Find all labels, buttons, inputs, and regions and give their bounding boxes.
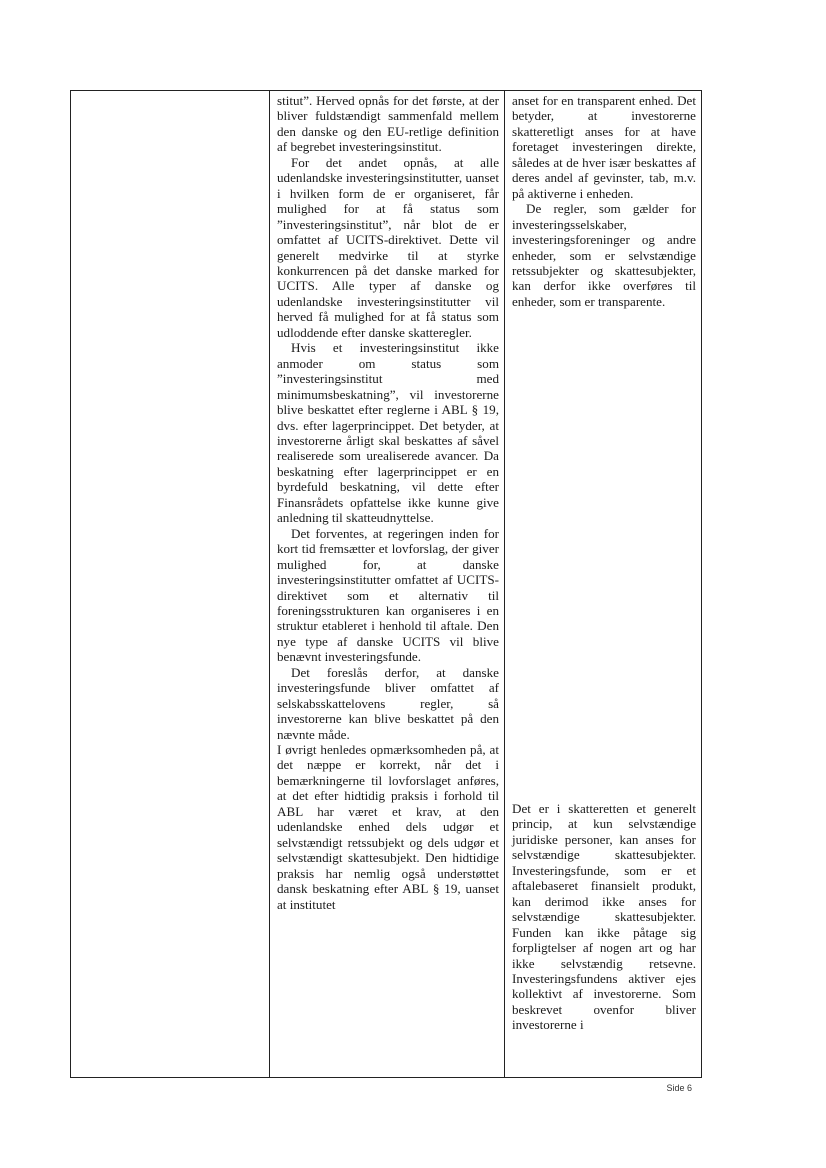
- middle-paragraph-3: Hvis et investeringsinstitut ikke anmoder om status som ”investeringsinstitut med minimumsbeskatning”, vil investorerne blive beskattet efter reglerne i ABL § 19, dvs. efter lagerprincippet. Det betyder, at investorerne årligt skal beskattes af såvel realiserede som urealiserede avancer. Da beskatning efter lagerprincippet er en byrdefuld beskatning, vil dette efter Finansrådets opfattelse ikke kunne give anledning til skatteudnyttelse.: [277, 340, 499, 526]
- right-paragraph-2: De regler, som gælder for investeringsselskaber, investeringsforeninger og andre enheder, som er selvstændige retssubjekter og skattesubjekter, kan derfor ikke overføres til enheder, som er transparente.: [512, 201, 696, 309]
- column-divider-left: [269, 91, 270, 1077]
- page-table: [70, 90, 702, 1078]
- right-column-top: [512, 93, 696, 309]
- right-paragraph-3: Det er i skatteretten et generelt princip, at kun selvstændige juridiske personer, kan anses for selvstændige skattesubjekter. Investeringsfunde, som er et aftalebaseret finansielt produkt, kan derimod ikke anses for selvstændige skattesubjekter. Funden kan ikke påtage sig forpligtelser af nogen art og har ikke selvstændig retsevne. Investeringsfundens aktiver ejes kollektivt af investorerne. Som beskrevet ovenfor bliver investorerne i: [512, 801, 696, 1033]
- column-divider-right: [504, 91, 505, 1077]
- right-column-bottom: [512, 801, 696, 1033]
- right-paragraph-1: anset for en transparent enhed. Det betyder, at investorerne skatteretligt anses for at have foretaget investeringen direkte, således at de hver især beskattes af deres andel af gevinster, tab, m.v. på aktiverne i enheden.: [512, 93, 696, 201]
- middle-paragraph-6: I øvrigt henledes opmærksomheden på, at det næppe er korrekt, når det i bemærkningerne til lovforslaget anføres, at det efter hidtidig praksis i forhold til ABL har været et krav, at den udenlandske enhed dels udgør et selvstændigt retssubjekt og dels udgør et selvstændigt skattesubjekt. Den hidtidige praksis har nemlig også understøttet dansk beskatning efter ABL § 19, uanset at institutet: [277, 742, 499, 912]
- middle-paragraph-5: Det foreslås derfor, at danske investeringsfunde bliver omfattet af selskabsskattelovens regler, så investorerne kan blive beskattet på den nævnte måde.: [277, 664, 499, 742]
- page-number: Side 6: [666, 1083, 692, 1093]
- middle-paragraph-1: stitut”. Herved opnås for det første, at der bliver fuldstændigt sammenfald mellem den danske og den EU-retlige definition af begrebet investeringsinstitut.: [277, 93, 499, 155]
- middle-paragraph-4: Det forventes, at regeringen inden for kort tid fremsætter et lovforslag, der giver mulighed for, at danske investeringsinstitutter omfattet af UCITS-direktivet som et alternativ til foreningsstrukturen kan organiseres i en struktur etableret i henhold til aftale. Den nye type af danske UCITS vil blive benævnt investeringsfunde.: [277, 525, 499, 665]
- middle-column: [277, 93, 499, 912]
- middle-paragraph-2: For det andet opnås, at alle udenlandske investeringsinstitutter, uanset i hvilken form de er organiseret, får mulighed for at få status som ”investeringsinstitut”, når blot de er omfattet af UCITS-direktivet. Dette vil generelt medvirke til at styrke konkurrencen på det danske marked for UCITS. Alle typer af danske og udenlandske investeringsinstitutter vil herved få mulighed for at få status som udloddende efter danske skatteregler.: [277, 154, 499, 340]
